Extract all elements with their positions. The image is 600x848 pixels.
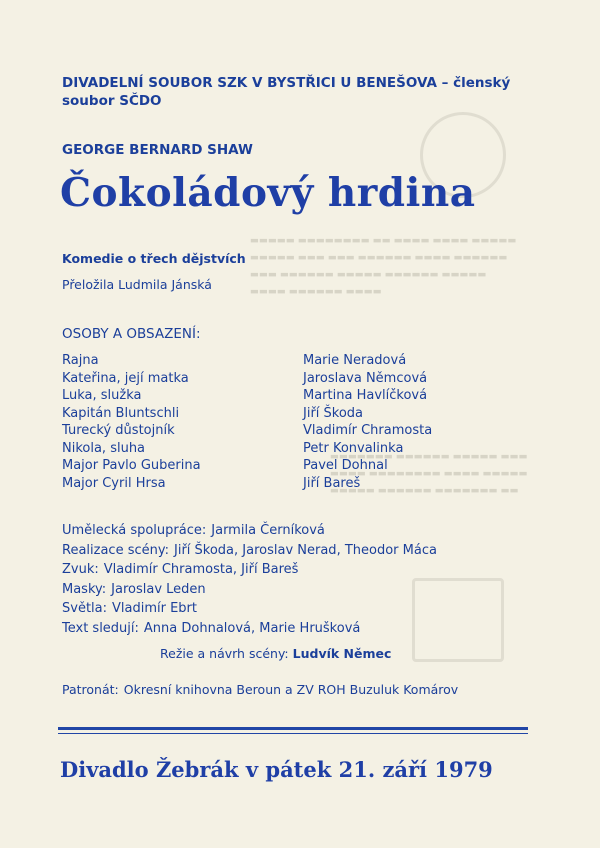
credit-value: Jaroslav Leden	[111, 581, 206, 597]
cast-role: Luka, služka	[62, 388, 142, 403]
ensemble-name: DIVADELNÍ SOUBOR SZK V BYSTŘICI U BENEŠOVA – členský soubor SČDO	[62, 75, 511, 109]
cast-actor: Vladimír Chramosta	[303, 423, 433, 438]
credit-value: Vladimír Ebrt	[112, 601, 197, 616]
author-name: GEORGE BERNARD SHAW	[62, 142, 253, 158]
cast-role: Major Cyril Hrsa	[62, 475, 166, 491]
crew-credits	[62, 521, 542, 638]
credit-line	[62, 521, 542, 541]
divider-thin	[58, 733, 528, 734]
cast-role: Turecký důstojník	[62, 423, 175, 438]
credit-label: Umělecká spolupráce:	[62, 523, 207, 538]
cast-row	[62, 370, 482, 388]
cast-list	[62, 352, 482, 492]
credit-label: Světla:	[62, 601, 107, 616]
credit-label: Zvuk:	[62, 562, 99, 577]
cast-actor: Marie Neradová	[303, 353, 407, 368]
cast-role: Major Pavlo Guberina	[62, 458, 201, 473]
cast-actor: Jiří Bareš	[303, 475, 361, 491]
patronage-line	[62, 682, 458, 697]
credit-value: Jarmila Černíková	[211, 523, 325, 538]
cast-heading: OSOBY A OBSAZENÍ:	[62, 326, 201, 342]
credit-value: Jiří Škoda, Jaroslav Nerad, Theodor Máca	[174, 542, 437, 558]
credit-line	[62, 580, 542, 600]
credit-label: Text sledují:	[62, 620, 139, 636]
cast-row	[62, 387, 482, 405]
credit-label: Masky:	[62, 581, 107, 597]
credit-line	[62, 541, 542, 561]
cast-role: Nikola, sluha	[62, 440, 146, 456]
patronage-value: Okresní knihovna Beroun a ZV ROH Buzuluk Komárov	[123, 682, 459, 697]
bleed-through-text: ▬▬▬▬▬ ▬▬▬▬▬▬▬▬ ▬▬ ▬▬▬▬ ▬▬▬▬ ▬▬▬▬▬ ▬▬▬▬▬ ▬▬▬ ▬▬▬ ▬▬▬▬▬▬ ▬▬▬▬ ▬▬▬▬▬▬ ▬▬▬ ▬▬▬▬▬▬ ▬▬▬▬▬ ▬▬▬▬▬▬ ▬▬▬▬▬ ▬▬▬▬ ▬▬▬▬▬▬ ▬▬▬▬	[250, 235, 517, 297]
credit-value: Vladimír Chramosta, Jiří Bareš	[103, 562, 299, 577]
play-title: Čokoládový hrdina	[60, 170, 476, 216]
cast-actor: Jiří Škoda	[303, 405, 364, 421]
translator-credit: Přeložila Ludmila Jánská	[62, 277, 212, 292]
director-name: Ludvík Němec	[292, 646, 392, 661]
cast-row	[62, 405, 482, 423]
cast-row	[62, 475, 482, 493]
cast-actor: Pavel Dohnal	[303, 458, 388, 473]
performance-date: Divadlo Žebrák v pátek 21. září 1979	[60, 757, 493, 782]
play-subtitle: Komedie o třech dějstvích	[62, 251, 246, 266]
patronage-label: Patronát:	[62, 682, 119, 697]
cast-row	[62, 440, 482, 458]
direction-credit	[160, 646, 391, 661]
credit-value: Anna Dohnalová, Marie Hrušková	[143, 620, 361, 636]
cast-role: Kapitán Bluntschli	[62, 405, 180, 421]
divider-thick	[58, 727, 528, 730]
credit-line	[62, 599, 542, 619]
cast-actor: Jaroslava Němcová	[303, 370, 428, 386]
cast-actor: Petr Konvalinka	[303, 440, 404, 456]
credit-line	[62, 560, 542, 580]
cast-actor: Martina Havlíčková	[303, 388, 428, 403]
bleed-through-text-2: ▬▬▬▬▬▬▬ ▬▬▬▬▬▬ ▬▬▬▬▬ ▬▬▬ ▬▬▬▬ ▬▬▬▬▬▬▬▬ ▬▬▬▬ ▬▬▬▬▬ ▬▬▬▬▬ ▬▬▬▬▬▬ ▬▬▬▬▬▬▬ ▬▬	[330, 451, 528, 496]
cast-row	[62, 422, 482, 440]
direction-label: Režie a návrh scény:	[160, 646, 289, 661]
cast-row	[62, 352, 482, 370]
cast-row	[62, 457, 482, 475]
credit-line	[62, 619, 542, 639]
cast-role: Kateřina, její matka	[62, 370, 189, 386]
cast-role: Rajna	[62, 353, 99, 368]
credit-label: Realizace scény:	[62, 542, 169, 558]
